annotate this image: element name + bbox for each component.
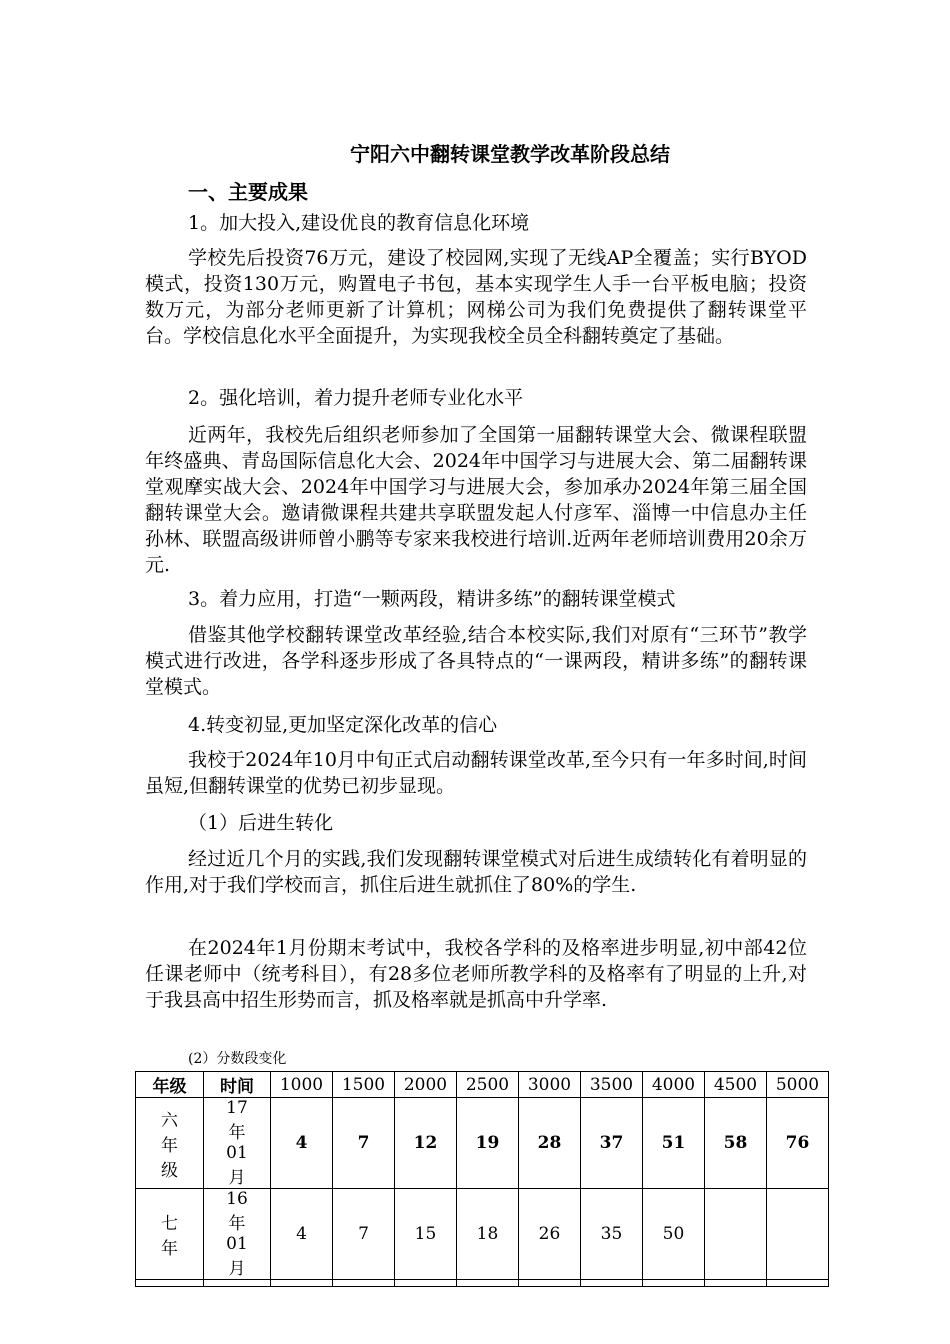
table-header-cell: 2500 xyxy=(457,1072,519,1098)
value-cell: 19 xyxy=(457,1098,519,1189)
value-cell: 35 xyxy=(581,1189,643,1280)
item-heading-2: 2。强化培训，着力提升老师专业化水平 xyxy=(188,387,524,409)
paragraph-b: 在2024年1月份期末考试中，我校各学科的及格率进步明显,初中部42位任课老师中（统考科目），有28多位老师所教学科的及格率有了明显的上升,对于我县高中招生形势而言，抓及格率就是抓高中升学率. xyxy=(145,937,807,1011)
value-cell: 28 xyxy=(519,1098,581,1189)
value-cell: 51 xyxy=(643,1098,705,1189)
table-header-row xyxy=(136,1072,829,1098)
item-heading-1: 1。加大投入,建设优良的教育信息化环境 xyxy=(188,212,530,234)
grade-cell: 六年级 xyxy=(136,1098,204,1189)
table-row xyxy=(136,1280,829,1287)
time-cell: 17年01月 xyxy=(204,1098,271,1189)
subheading-2: (2）分数段变化 xyxy=(188,1051,287,1067)
table-header-cell: 年级 xyxy=(136,1072,204,1098)
value-cell: 7 xyxy=(333,1189,395,1280)
value-cell: 4 xyxy=(271,1098,333,1189)
document-title: 宁阳六中翻转课堂教学改革阶段总结 xyxy=(350,142,670,166)
table-header-cell: 3500 xyxy=(581,1072,643,1098)
table-header-cell: 1000 xyxy=(271,1072,333,1098)
item-text-3: 借鉴其他学校翻转课堂改革经验,结合本校实际,我们对原有“三环节”教学模式进行改进，各学科逐步形成了各具特点的“一课两段，精讲多练”的翻转课堂模式。 xyxy=(145,624,807,698)
value-cell xyxy=(767,1189,829,1280)
value-cell: 15 xyxy=(395,1189,457,1280)
value-cell: 58 xyxy=(705,1098,767,1189)
table-header-cell: 时间 xyxy=(204,1072,271,1098)
table-header-cell: 5000 xyxy=(767,1072,829,1098)
table-row xyxy=(136,1189,829,1280)
subheading-1: （1）后进生转化 xyxy=(188,812,334,834)
value-cell: 12 xyxy=(395,1098,457,1189)
value-cell: 18 xyxy=(457,1189,519,1280)
value-cell xyxy=(705,1189,767,1280)
value-cell: 76 xyxy=(767,1098,829,1189)
value-cell: 7 xyxy=(333,1098,395,1189)
item-text-2: 近两年，我校先后组织老师参加了全国第一届翻转课堂大会、微课程联盟年终盛典、青岛国际信息化大会、2024年中国学习与进展大会、第二届翻转课堂观摩实战大会、2024年中国学习与进展大会，参加承办2024年第三届全国翻转课堂大会。邀请微课程共建共享联盟发起人付彦军、淄博一中信息办主任孙林、联盟高级讲师曾小鹏等专家来我校进行培训.近两年老师培训费用20余万元. xyxy=(145,424,807,576)
value-cell: 4 xyxy=(271,1189,333,1280)
paragraph-a: 经过近几个月的实践,我们发现翻转课堂模式对后进生成绩转化有着明显的作用,对于我们学校而言，抓住后进生就抓住了80%的学生. xyxy=(145,848,807,896)
table-header-cell: 4000 xyxy=(643,1072,705,1098)
value-cell: 50 xyxy=(643,1189,705,1280)
item-heading-3: 3。着力应用，打造“一颗两段，精讲多练”的翻转课堂模式 xyxy=(188,588,676,610)
grade-cell: 七年 xyxy=(136,1189,204,1280)
table-row xyxy=(136,1098,829,1189)
score-table xyxy=(135,1071,829,1287)
table-header-cell: 1500 xyxy=(333,1072,395,1098)
value-cell: 26 xyxy=(519,1189,581,1280)
item-text-4: 我校于2024年10月中旬正式启动翻转课堂改革,至今只有一年多时间,时间虽短,但翻转课堂的优势已初步显现。 xyxy=(145,749,807,797)
time-cell: 16年01月 xyxy=(204,1189,271,1280)
value-cell: 37 xyxy=(581,1098,643,1189)
item-heading-4: 4.转变初显,更加坚定深化改革的信心 xyxy=(188,714,498,736)
section-heading: 一、主要成果 xyxy=(188,180,308,204)
table-header-cell: 2000 xyxy=(395,1072,457,1098)
item-text-1: 学校先后投资76万元，建设了校园网,实现了无线AP全覆盖；实行BYOD模式，投资130万元，购置电子书包，基本实现学生人手一台平板电脑；投资数万元，为部分老师更新了计算机；网梯公司为我们免费提供了翻转课堂平台。学校信息化水平全面提升，为实现我校全员全科翻转奠定了基础。 xyxy=(145,247,807,347)
table-header-cell: 3000 xyxy=(519,1072,581,1098)
table-header-cell: 4500 xyxy=(705,1072,767,1098)
